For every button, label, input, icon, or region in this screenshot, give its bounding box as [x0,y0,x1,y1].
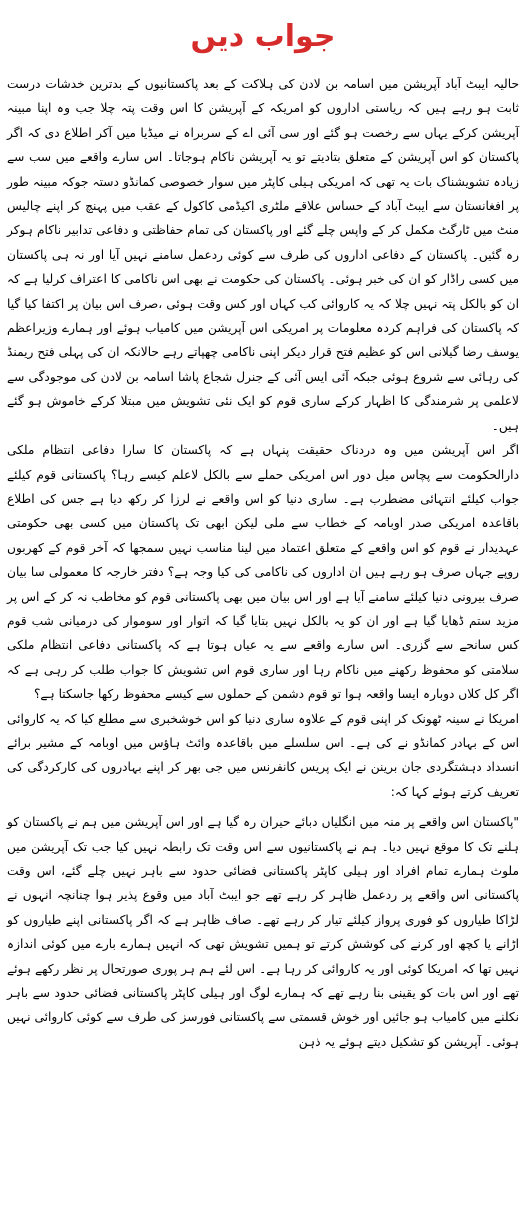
article-body [7,72,519,1054]
article-paragraph-1: حالیہ ایبٹ آباد آپریشن میں اسامہ بن لادن کی ہلاکت کے بعد پاکستانیوں کے بدترین خدشات درست ثابت ہو رہے ہیں کہ ریاستی اداروں کو امریکہ کے آپریشن کا اس وقت پتہ چلا جب وہ اپنا مبینہ آپریشن کرکے یہاں سے رخصت ہو گئے اور سی آئی اے کے سربراہ نے میڈیا میں آکر اطلاع دی کہ اگر پاکستان کو اس آپریشن کے متعلق بتادیتے تو یہ آپریشن ناکام ہوجاتا۔ اس سارے واقعے میں سب سے زیادہ تشویشناک بات یہ تھی کہ امریکی ہیلی کاپٹر میں سوار خصوصی کمانڈو دستہ جوکہ مبینہ طور پر افغانستان سے ایبٹ آباد کے حساس علاقے ملٹری اکیڈمی کاکول کے عقب میں پہنچ کر اپنے چالیس منٹ میں ٹارگٹ مکمل کر کے واپس چلے گئے اور پاکستان کی تمام حفاظتی و دفاعی تدابیر ناکام ہوکر رہ گئیں۔ پاکستان کے دفاعی اداروں کی طرف سے کوئی ردعمل سامنے نہیں آیا اور نہ ہی پاکستان میں کسی راڈار کو ان کی خبر ہوئی۔ پاکستان کی حکومت نے بھی اس ناکامی کا اعتراف کرلیا ہے کہ ان کو بالکل پتہ نہیں چلا کہ یہ کاروائی کب کہاں اور کس وقت ہوئی ،صرف اس بیان پر اکتفا کیا گیا کہ پاکستان کی فراہم کردہ معلومات پر امریکی اس آپریشن میں کامیاب ہوئے اور ہمارے وزیراعظم یوسف رضا گیلانی اس کو عظیم فتح قرار دیکر اپنی ناکامی چھپاتے رہے حالانکہ ان کی پہلی فتح ریمنڈ کی رہائی سے شروع ہوئی جبکہ آئی ایس آئی کے جنرل شجاع پاشا اسامہ بن لادن کی موجودگی سے لاعلمی پر شرمندگی کا اظہار کرکے ساری قوم کو ایک نئی تشویش میں مبتلا کرکے خاموش ہو گئے ہیں۔ [7,77,519,433]
article-paragraph-2: اگر اس آپریشن میں وہ دردناک حقیقت پنہاں ہے کہ پاکستان کا سارا دفاعی انتظام ملکی دارالحکومت سے پچاس میل دور اس امریکی حملے سے بالکل لاعلم کیسے رہا؟ پاکستانی قوم کیلئے جواب کیلئے انتہائی مضطرب ہے۔ ساری دنیا کو اس واقعے نے لرزا کر رکھ دیا ہے جس کی اطلاع باقاعدہ امریکی صدر اوبامہ کے خطاب سے ملی لیکن ابھی تک پاکستان میں کسی بھی حکومتی عہدیدار نے قوم کو اس واقعے کے متعلق اعتماد میں لینا مناسب نہیں سمجھا کہ آخر قوم کے کھربوں روپے جہاں صرف ہو رہے ہیں ان اداروں کی ناکامی کی کیا وجہ ہے؟ دفتر خارجہ کا معمولی سا بیان صرف بیرونی دنیا کیلئے سامنے آیا ہے اور اس بیان میں بھی پاکستانی قوم کو مخاطب نہ کر کے اس پر مزید ستم ڈھایا گیا ہے اور ان کو یہ بالکل نہیں بتایا گیا کہ اتوار اور سوموار کی درمیانی شب قوم کس سانحے سے گزری۔ اس سارے واقعے سے یہ عیاں ہوتا ہے کہ پاکستانی دفاعی انتظام ملکی سلامتی کو محفوظ رکھنے میں ناکام رہا اور ساری قوم اس تشویش کا جواب طلب کر رہی ہے کہ اگر کل کلاں دوبارہ ایسا واقعہ ہوا تو قوم دشمن کے حملوں سے کیسے محفوظ رکھا جاسکتا ہے؟ [7,443,519,702]
article-paragraph-3: امریکا نے سینہ ٹھونک کر اپنی قوم کے علاوہ ساری دنیا کو اس خوشخبری سے مطلع کیا کہ یہ کاروائی اس کے بہادر کمانڈو نے کی ہے۔ اس سلسلے میں باقاعدہ وائٹ ہاؤس میں اوبامہ کے مشیر برائے انسداد دہشتگردی جان برینن نے ایک پریس کانفرنس میں جی بھر کر اپنے بہادروں کی کارکردگی کی تعریف کرتے ہوئے کہا کہ: [7,711,519,799]
article-quote-paragraph: "پاکستان اس واقعے پر منہ میں انگلیاں دبائے حیران رہ گیا ہے اور اس آپریشن میں ہم نے پاکستان کو ہلنے تک کا موقع نہیں دیا۔ ہم نے پاکستانیوں سے اس وقت تک رابطہ نہیں کیا جب تک آپریشن میں ملوث ہمارے تمام افراد اور ہیلی کاپٹر پاکستانی فضائی حدود سے باہر نہیں چلے گئے، اس وقت پاکستانی اس واقعے پر ردعمل ظاہر کر رہے تھے جو ایبٹ آباد میں وقوع پذیر ہوا چنانچہ انہوں نے لڑاکا طیاروں کو فوری پرواز کیلئے تیار کر رہے تھے۔ صاف ظاہر ہے کہ اگر پاکستانی اپنے طیاروں کو اڑانے یا کچھ اور کرنے کی کوشش کرتے تو ہمیں تشویش تھی کہ انہیں ہمارے بارے میں کوئی اندازہ نہیں تھا کہ امریکا کوئی اور یہ کاروائی کر رہا ہے۔ اس لئے ہم ہر پوری صورتحال پر نظر رکھے ہوئے تھے اور اس بات کو یقینی بنا رہے تھے کہ ہمارے لوگ اور ہیلی کاپٹر پاکستانی فضائی حدود سے باہر نکلنے میں کامیاب ہو جائیں اور خوش قسمتی سے پاکستانی فورسز کی طرف سے کوئی کاروائی نہیں ہوئی۔ آپریشن کو تشکیل دیتے ہوئے یہ ذہن [7,815,519,1049]
article-title: جواب دیں [190,18,336,54]
